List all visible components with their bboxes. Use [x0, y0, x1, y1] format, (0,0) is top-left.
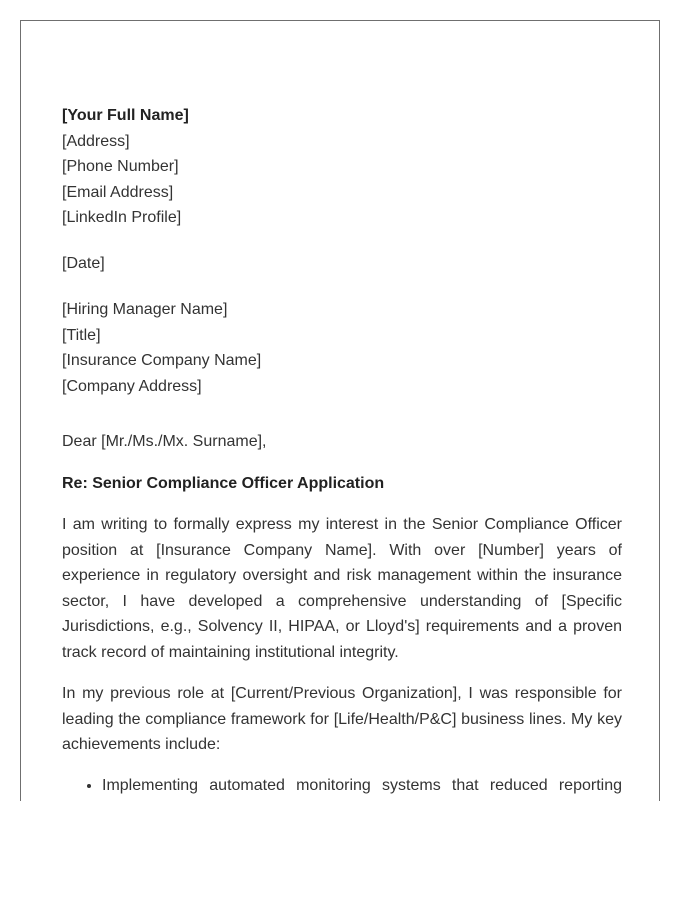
sender-phone: [Phone Number] — [62, 158, 179, 175]
letter-date: [Date] — [62, 255, 105, 272]
salutation: Dear [Mr./Ms./Mx. Surname], — [62, 433, 267, 450]
recipient-title: [Title] — [62, 326, 101, 344]
cover-letter — [62, 103, 622, 799]
body-paragraph-intro: I am writing to formally express my interest in the Senior Compliance Officer position at [Insurance Company Name]. With over [Number] years of experience in regulatory oversight and risk management within the insurance sector, I have developed a comprehensive understanding of [Specific Jurisdictions, e.g., Solvency II, HIPAA, or Lloyd's] requirements and a proven track record of maintaining institutional integrity. — [62, 516, 622, 661]
recipient-company: [Insurance Company Name] — [62, 352, 262, 369]
achievements-list — [62, 773, 622, 799]
subject-line: Re: Senior Compliance Officer Application — [62, 475, 385, 492]
recipient-manager: [Hiring Manager Name] — [62, 301, 228, 318]
sender-linkedin: [LinkedIn Profile] — [62, 209, 182, 226]
sender-block — [62, 103, 622, 231]
sender-email: [Email Address] — [62, 183, 174, 201]
achievement-item: • Implementing automated monitoring systems that reduced reporting — [102, 773, 622, 799]
recipient-block — [62, 297, 622, 399]
letter-page — [20, 20, 660, 801]
date-line — [62, 251, 622, 277]
body-paragraph-experience: In my previous role at [Current/Previous Organization], I was responsible for leading the compliance framework for [Life/Health/P&C] business lines. My key achievements include: — [62, 685, 622, 753]
recipient-address: [Company Address] — [62, 377, 202, 395]
sender-name: [Your Full Name] — [62, 107, 189, 124]
sender-address: [Address] — [62, 132, 130, 150]
